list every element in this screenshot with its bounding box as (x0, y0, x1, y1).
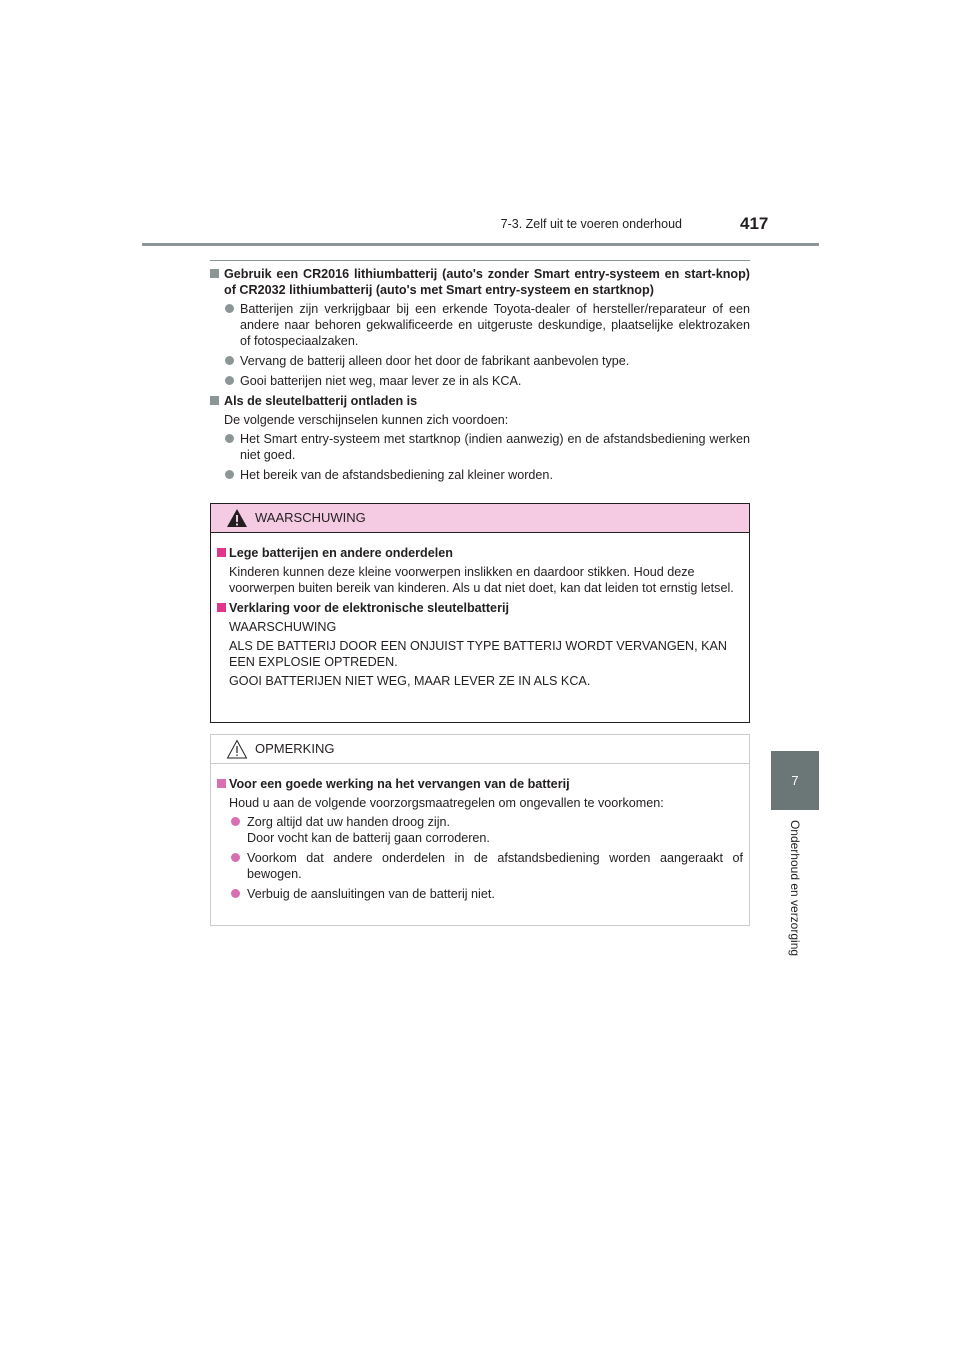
note-body (211, 764, 749, 902)
warning-item-title-text: Lege batterijen en andere onderdelen (229, 546, 453, 560)
header-rule (142, 243, 819, 246)
square-bullet-icon (217, 548, 226, 557)
warning-heading: WAARSCHUWING (255, 510, 366, 525)
list-item-text: Gooi batterijen niet weg, maar lever ze in als KCA. (240, 374, 522, 388)
main-content (210, 266, 750, 487)
content-rule (210, 260, 750, 261)
list-item (217, 886, 743, 902)
section-title (210, 266, 750, 298)
warning-triangle-icon (226, 508, 248, 528)
list-item-text: Zorg altijd dat uw handen droog zijn. (247, 815, 451, 829)
section-title-text: Gebruik een CR2016 lithiumbatterij (auto's zonder Smart entry-systeem en start-knop) of CR2032 lithiumbatterij (auto's met Smart entry-systeem en startknop) (224, 267, 750, 297)
note-title-text: Voor een goede werking na het vervangen van de batterij (229, 777, 570, 791)
circle-bullet-icon (225, 356, 234, 365)
note-intro: Houd u aan de volgende voorzorgsmaatregelen om ongevallen te voorkomen: (229, 796, 664, 810)
list-item (210, 301, 750, 349)
square-bullet-icon (217, 779, 226, 788)
section-battery-type (210, 266, 750, 389)
note-header (211, 735, 749, 764)
note-heading: OPMERKING (255, 741, 335, 756)
warning-text: WAARSCHUWING (229, 620, 337, 634)
chapter-tab[interactable] (771, 751, 819, 810)
warning-body (211, 533, 749, 689)
warning-item-title (217, 545, 743, 561)
list-item (210, 373, 750, 389)
list-item-text: Het bereik van de afstandsbediening zal kleiner worden. (240, 468, 553, 482)
warning-box (210, 503, 750, 723)
section-intro: De volgende verschijnselen kunnen zich voordoen: (224, 413, 509, 427)
warning-header (211, 504, 749, 533)
section-title-text: Als de sleutelbatterij ontladen is (224, 394, 418, 408)
list-item-text: Vervang de batterij alleen door het door de fabrikant aanbevolen type. (240, 354, 630, 368)
caution-triangle-icon (226, 739, 248, 759)
square-bullet-icon (210, 269, 219, 278)
warning-item-title-text: Verklaring voor de elektronische sleutelbatterij (229, 601, 509, 615)
page-number: 417 (740, 214, 769, 233)
circle-bullet-icon (225, 470, 234, 479)
square-bullet-icon (217, 603, 226, 612)
header-section-title: 7-3. Zelf uit te voeren onderhoud (500, 217, 682, 231)
section-battery-empty (210, 393, 750, 483)
list-item-text: Verbuig de aansluitingen van de batterij niet. (247, 887, 495, 901)
warning-text: Kinderen kunnen deze kleine voorwerpen inslikken en daardoor stikken. Houd deze voorwerpen buiten bereik van kinderen. Als u dat niet doet, kan dat leiden tot ernstig letsel. (229, 565, 734, 595)
circle-bullet-icon (225, 304, 234, 313)
warning-text: GOOI BATTERIJEN NIET WEG, MAAR LEVER ZE IN ALS KCA. (229, 674, 591, 688)
list-item-text: Batterijen zijn verkrijgbaar bij een erkende Toyota-dealer of hersteller/reparateur of een andere naar behoren gekwalificeerde en uitgeruste deskundige, plaatselijke elektrozaken of fotospeciaalzaken. (240, 302, 750, 348)
chapter-number: 7 (791, 773, 799, 788)
circle-bullet-icon (231, 817, 240, 826)
list-item-text: Het Smart entry-systeem met startknop (indien aanwezig) en de afstandsbediening werken niet goed. (240, 432, 750, 462)
note-box (210, 734, 750, 926)
warning-item (217, 600, 743, 689)
list-item-text: Door vocht kan de batterij gaan corroderen. (247, 831, 490, 845)
section-title (210, 393, 750, 409)
circle-bullet-icon (225, 434, 234, 443)
warning-text: ALS DE BATTERIJ DOOR EEN ONJUIST TYPE BATTERIJ WORDT VERVANGEN, KAN EEN EXPLOSIE OPTREDEN. (229, 639, 728, 669)
list-item (210, 467, 750, 483)
list-item (210, 431, 750, 463)
list-item-text: Voorkom dat andere onderdelen in de afstandsbediening worden aangeraakt of bewogen. (247, 851, 743, 881)
warning-item-title (217, 600, 743, 616)
circle-bullet-icon (231, 889, 240, 898)
circle-bullet-icon (231, 853, 240, 862)
warning-item (217, 545, 743, 596)
square-bullet-icon (210, 396, 219, 405)
list-item (217, 814, 743, 846)
note-title (217, 776, 743, 792)
circle-bullet-icon (225, 376, 234, 385)
chapter-label-text: Onderhoud en verzorging (788, 819, 802, 957)
list-item (217, 850, 743, 882)
list-item (210, 353, 750, 369)
